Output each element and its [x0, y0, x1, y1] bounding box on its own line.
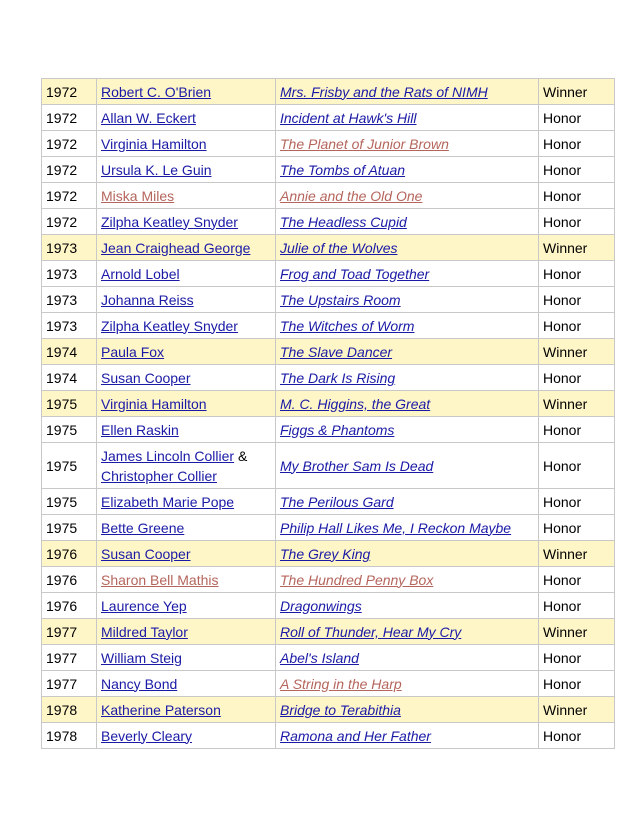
award-result-cell: Winner	[539, 697, 615, 723]
table-row	[42, 567, 615, 593]
book-title-link[interactable]: The Grey King	[280, 545, 371, 562]
title-cell	[276, 541, 539, 567]
table-row	[42, 391, 615, 417]
author-cell	[97, 515, 276, 541]
author-cell	[97, 131, 276, 157]
title-cell	[276, 339, 539, 365]
year-cell: 1978	[42, 723, 97, 749]
author-cell	[97, 723, 276, 749]
author-link[interactable]: Paula Fox	[101, 343, 165, 360]
author-cell	[97, 443, 276, 489]
author-link[interactable]: Ursula K. Le Guin	[101, 161, 212, 178]
table-row	[42, 593, 615, 619]
title-cell	[276, 417, 539, 443]
award-result-cell: Winner	[539, 79, 615, 105]
year-cell: 1972	[42, 105, 97, 131]
book-title-link[interactable]: Incident at Hawk's Hill	[280, 109, 417, 126]
award-result-cell: Honor	[539, 365, 615, 391]
author-cell	[97, 157, 276, 183]
year-cell: 1973	[42, 313, 97, 339]
author-link[interactable]: Virginia Hamilton	[101, 395, 207, 412]
award-result-cell: Honor	[539, 105, 615, 131]
year-cell: 1977	[42, 619, 97, 645]
year-cell: 1972	[42, 131, 97, 157]
title-cell	[276, 157, 539, 183]
title-cell	[276, 619, 539, 645]
award-result-cell: Honor	[539, 261, 615, 287]
book-title-link[interactable]: Abel's Island	[280, 649, 359, 666]
title-cell	[276, 287, 539, 313]
author-link[interactable]: Elizabeth Marie Pope	[101, 493, 235, 510]
award-result-cell: Honor	[539, 515, 615, 541]
year-cell: 1975	[42, 391, 97, 417]
table-row	[42, 443, 615, 489]
title-cell	[276, 183, 539, 209]
book-title-link[interactable]: The Headless Cupid	[280, 213, 407, 230]
author-link[interactable]: Arnold Lobel	[101, 265, 180, 282]
year-cell: 1975	[42, 443, 97, 489]
table-row	[42, 183, 615, 209]
title-cell	[276, 261, 539, 287]
book-title-link[interactable]: A String in the Harp	[280, 675, 402, 692]
book-title-link[interactable]: The Slave Dancer	[280, 343, 393, 360]
author-cell	[97, 489, 276, 515]
author-link[interactable]: William Steig	[101, 649, 182, 666]
book-title-link[interactable]: Bridge to Terabithia	[280, 701, 401, 718]
table-row	[42, 697, 615, 723]
table-row	[42, 645, 615, 671]
author-link[interactable]: Susan Cooper	[101, 545, 191, 562]
author-cell	[97, 567, 276, 593]
author-cell	[97, 313, 276, 339]
title-cell	[276, 645, 539, 671]
book-title-link[interactable]: The Dark Is Rising	[280, 369, 396, 386]
award-result-cell: Honor	[539, 287, 615, 313]
book-title-link[interactable]: Figgs & Phantoms	[280, 421, 395, 438]
author-link[interactable]: Allan W. Eckert	[101, 109, 196, 126]
year-cell: 1973	[42, 287, 97, 313]
author-cell	[97, 541, 276, 567]
author-link[interactable]: Beverly Cleary	[101, 727, 193, 744]
book-title-link[interactable]: Ramona and Her Father	[280, 727, 431, 744]
author-cell	[97, 235, 276, 261]
table-row	[42, 261, 615, 287]
book-title-link[interactable]: The Tombs of Atuan	[280, 161, 406, 178]
award-result-cell: Winner	[539, 235, 615, 261]
author-cell	[97, 261, 276, 287]
year-cell: 1975	[42, 417, 97, 443]
title-cell	[276, 489, 539, 515]
author-link[interactable]: Zilpha Keatley Snyder	[101, 213, 238, 230]
book-title-link[interactable]: The Witches of Worm	[280, 317, 415, 334]
author-cell	[97, 287, 276, 313]
year-cell: 1977	[42, 645, 97, 671]
book-title-link[interactable]: Dragonwings	[280, 597, 362, 614]
year-cell: 1976	[42, 541, 97, 567]
author-cell	[97, 697, 276, 723]
author-cell	[97, 593, 276, 619]
title-cell	[276, 515, 539, 541]
table-row	[42, 157, 615, 183]
award-result-cell: Winner	[539, 619, 615, 645]
year-cell: 1974	[42, 339, 97, 365]
award-result-cell: Honor	[539, 209, 615, 235]
author-cell	[97, 79, 276, 105]
table-row	[42, 105, 615, 131]
author-link[interactable]: Robert C. O'Brien	[101, 83, 212, 100]
author-link[interactable]: Ellen Raskin	[101, 421, 179, 438]
year-cell: 1974	[42, 365, 97, 391]
award-result-cell: Winner	[539, 339, 615, 365]
award-result-cell: Honor	[539, 313, 615, 339]
author-cell	[97, 183, 276, 209]
author-link[interactable]: James Lincoln Collier	[101, 447, 235, 464]
author-link[interactable]: Miska Miles	[101, 187, 175, 204]
table-row	[42, 339, 615, 365]
book-title-link[interactable]: The Planet of Junior Brown	[280, 135, 449, 152]
year-cell: 1977	[42, 671, 97, 697]
author-link[interactable]: Sharon Bell Mathis	[101, 571, 219, 588]
author-link[interactable]: Laurence Yep	[101, 597, 187, 614]
year-cell: 1975	[42, 515, 97, 541]
award-result-cell: Honor	[539, 131, 615, 157]
book-title-link[interactable]: The Upstairs Room	[280, 291, 401, 308]
author-link[interactable]: Susan Cooper	[101, 369, 191, 386]
title-cell	[276, 313, 539, 339]
author-cell	[97, 391, 276, 417]
author-cell	[97, 645, 276, 671]
author-link[interactable]: Nancy Bond	[101, 675, 178, 692]
award-result-cell: Honor	[539, 489, 615, 515]
book-title-link[interactable]: Frog and Toad Together	[280, 265, 430, 282]
author-cell	[97, 619, 276, 645]
year-cell: 1975	[42, 489, 97, 515]
book-title-link[interactable]: Julie of the Wolves	[280, 239, 398, 256]
award-result-cell: Honor	[539, 671, 615, 697]
table-row	[42, 79, 615, 105]
table-row	[42, 131, 615, 157]
book-title-link[interactable]: Mrs. Frisby and the Rats of NIMH	[280, 83, 488, 100]
title-cell	[276, 105, 539, 131]
awards-table	[41, 78, 615, 749]
awards-table-body	[42, 79, 615, 749]
title-cell	[276, 593, 539, 619]
year-cell: 1976	[42, 567, 97, 593]
title-cell	[276, 391, 539, 417]
title-cell	[276, 131, 539, 157]
title-cell	[276, 697, 539, 723]
book-title-link[interactable]: Philip Hall Likes Me, I Reckon Maybe	[280, 519, 512, 536]
table-row	[42, 619, 615, 645]
book-title-link[interactable]: Annie and the Old One	[280, 187, 423, 204]
award-result-cell: Honor	[539, 723, 615, 749]
table-row	[42, 671, 615, 697]
year-cell: 1972	[42, 183, 97, 209]
author-link[interactable]: Mildred Taylor	[101, 623, 188, 640]
title-cell	[276, 209, 539, 235]
author-cell	[97, 671, 276, 697]
year-cell: 1976	[42, 593, 97, 619]
author-separator: &	[237, 447, 248, 464]
book-title-link[interactable]: Roll of Thunder, Hear My Cry	[280, 623, 462, 640]
title-cell	[276, 235, 539, 261]
award-result-cell: Winner	[539, 541, 615, 567]
author-cell	[97, 365, 276, 391]
author-link[interactable]: Virginia Hamilton	[101, 135, 207, 152]
table-row	[42, 287, 615, 313]
author-cell	[97, 209, 276, 235]
year-cell: 1973	[42, 261, 97, 287]
author-link[interactable]: Johanna Reiss	[101, 291, 194, 308]
author-link[interactable]: Christopher Collier	[101, 467, 217, 484]
title-cell	[276, 365, 539, 391]
year-cell: 1972	[42, 79, 97, 105]
title-cell	[276, 443, 539, 489]
table-row	[42, 313, 615, 339]
book-title-link[interactable]: The Hundred Penny Box	[280, 571, 434, 588]
author-link[interactable]: Bette Greene	[101, 519, 185, 536]
table-row	[42, 723, 615, 749]
table-row	[42, 235, 615, 261]
table-row	[42, 489, 615, 515]
year-cell: 1978	[42, 697, 97, 723]
award-result-cell: Winner	[539, 391, 615, 417]
award-result-cell: Honor	[539, 183, 615, 209]
book-title-link[interactable]: My Brother Sam Is Dead	[280, 457, 434, 474]
author-cell	[97, 417, 276, 443]
title-cell	[276, 723, 539, 749]
award-result-cell: Honor	[539, 157, 615, 183]
author-link[interactable]: Zilpha Keatley Snyder	[101, 317, 238, 334]
year-cell: 1972	[42, 209, 97, 235]
award-result-cell: Honor	[539, 567, 615, 593]
year-cell: 1973	[42, 235, 97, 261]
book-title-link[interactable]: M. C. Higgins, the Great	[280, 395, 431, 412]
award-result-cell: Honor	[539, 645, 615, 671]
year-cell: 1972	[42, 157, 97, 183]
title-cell	[276, 671, 539, 697]
table-row	[42, 515, 615, 541]
award-result-cell: Honor	[539, 443, 615, 489]
book-title-link[interactable]: The Perilous Gard	[280, 493, 394, 510]
award-result-cell: Honor	[539, 593, 615, 619]
title-cell	[276, 567, 539, 593]
table-row	[42, 417, 615, 443]
author-link[interactable]: Katherine Paterson	[101, 701, 221, 718]
author-link[interactable]: Jean Craighead George	[101, 239, 251, 256]
table-row	[42, 209, 615, 235]
table-row	[42, 541, 615, 567]
author-cell	[97, 105, 276, 131]
title-cell	[276, 79, 539, 105]
table-row	[42, 365, 615, 391]
author-cell	[97, 339, 276, 365]
award-result-cell: Honor	[539, 417, 615, 443]
